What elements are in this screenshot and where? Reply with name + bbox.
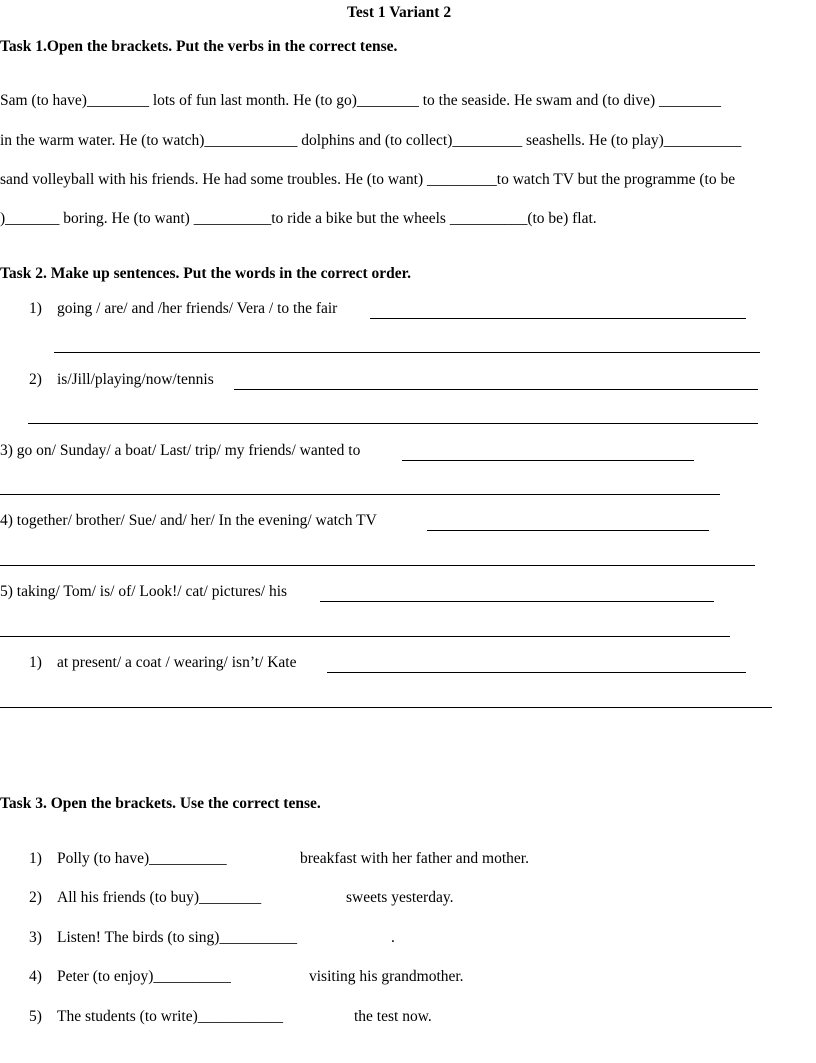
page-title: Test 1 Variant 2 — [347, 4, 452, 21]
task1-line-1: Sam (to have)________ lots of fun last month. He (to go)________ to the seaside. He swam and (to dive) ________ — [0, 92, 722, 109]
task3-item-1-label: 1) — [29, 850, 42, 867]
task2-item-2-text: is/Jill/playing/now/tennis — [57, 371, 214, 388]
task2-item-2-answer-line[interactable] — [234, 389, 758, 390]
task3-item-4-prompt: Peter (to enjoy)__________ — [57, 968, 231, 985]
task3-item-1-prompt: Polly (to have)__________ — [57, 850, 227, 867]
task2-item-1-label: 1) — [29, 300, 42, 317]
task3-item-1-rest: breakfast with her father and mother. — [300, 850, 529, 867]
task2-item-1-answer-line[interactable] — [370, 318, 746, 319]
task2-heading: Task 2. Make up sentences. Put the words in the correct order. — [0, 265, 412, 282]
task3-item-3-label: 3) — [29, 929, 42, 946]
task1-line-2: in the warm water. He (to watch)____________ dolphins and (to collect)_________ seashells. He (to play)__________ — [0, 132, 742, 149]
task3-item-5-rest: the test now. — [354, 1008, 432, 1025]
task2-item-4-answer-line-2[interactable] — [0, 565, 755, 566]
task3-item-2-rest: sweets yesterday. — [346, 889, 454, 906]
task3-item-2-prompt: All his friends (to buy)________ — [57, 889, 262, 906]
task2-item-5-text: 5) taking/ Tom/ is/ of/ Look!/ cat/ pictures/ his — [0, 583, 288, 600]
task3-item-3-rest: . — [391, 929, 395, 946]
task2-item-5-answer-line-2[interactable] — [0, 636, 730, 637]
task3-item-2-label: 2) — [29, 889, 42, 906]
task3-item-5-label: 5) — [29, 1008, 42, 1025]
task1-line-4: )_______ boring. He (to want) __________to ride a bike but the wheels __________(to be) flat. — [0, 210, 597, 227]
task2-item-6-answer-line-2[interactable] — [0, 707, 772, 708]
task3-heading: Task 3. Open the brackets. Use the correct tense. — [0, 795, 321, 812]
task2-item-1-text: going / are/ and /her friends/ Vera / to the fair — [57, 300, 338, 317]
task1-heading: Task 1.Open the brackets. Put the verbs in the correct tense. — [0, 38, 398, 55]
task2-item-4-text: 4) together/ brother/ Sue/ and/ her/ In the evening/ watch TV — [0, 512, 377, 529]
task2-item-3-answer-line[interactable] — [402, 460, 694, 461]
task2-item-4-answer-line[interactable] — [427, 530, 709, 531]
task3-item-3-prompt: Listen! The birds (to sing)__________ — [57, 929, 297, 946]
task3-item-4-rest: visiting his grandmother. — [309, 968, 464, 985]
task3-item-4-label: 4) — [29, 968, 42, 985]
task2-item-6-label: 1) — [29, 654, 42, 671]
task2-item-2-label: 2) — [29, 371, 42, 388]
task2-item-6-answer-line[interactable] — [327, 672, 746, 673]
task2-item-3-answer-line-2[interactable] — [0, 494, 720, 495]
task1-line-3: sand volleyball with his friends. He had some troubles. He (to want) _________to watch TV but the programme (to be — [0, 171, 736, 188]
task2-item-6-text: at present/ a coat / wearing/ isn’t/ Kate — [57, 654, 297, 671]
task2-item-5-answer-line[interactable] — [320, 601, 714, 602]
task3-item-5-prompt: The students (to write)___________ — [57, 1008, 284, 1025]
task2-item-3-text: 3) go on/ Sunday/ a boat/ Last/ trip/ my friends/ wanted to — [0, 442, 361, 459]
task2-item-2-answer-line-2[interactable] — [28, 423, 758, 424]
task2-item-1-answer-line-2[interactable] — [54, 352, 760, 353]
